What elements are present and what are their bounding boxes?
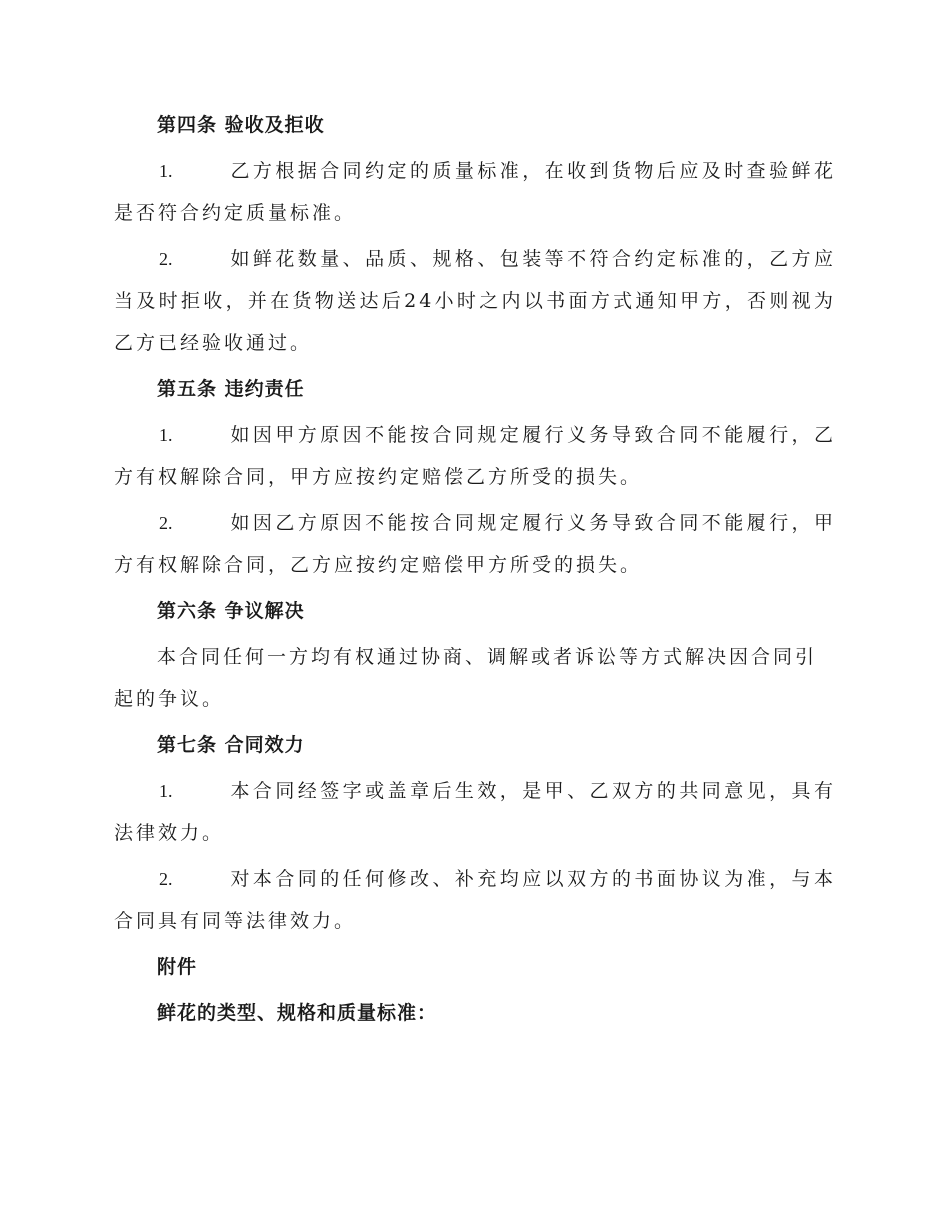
item-number: 1.: [159, 425, 173, 445]
appendix-heading: 附件: [157, 956, 198, 978]
item-number: 1.: [159, 781, 173, 801]
item-number: 2.: [159, 869, 173, 889]
item-number: 2.: [159, 513, 173, 533]
article-4-item-2: [114, 238, 836, 364]
article-7-item-2: [114, 858, 836, 942]
appendix-subtitle: 鲜花的类型、规格和质量标准：: [157, 1002, 438, 1024]
item-text: 如因甲方原因不能按合同规定履行义务导致合同不能履行，乙方有权解除合同，甲方应按约定赔偿乙方所受的损失。: [114, 424, 836, 488]
article-7-item-1: [114, 770, 836, 854]
article-6-text: 本合同任何一方均有权通过协商、调解或者诉讼等方式解决因合同引起的争议。: [114, 646, 818, 710]
article-4-item-1: [114, 150, 836, 234]
item-number: 1.: [159, 161, 173, 181]
item-number: 2.: [159, 249, 173, 269]
document-page: [114, 104, 836, 1034]
article-5-item-2: [114, 502, 836, 586]
item-text: 乙方根据合同约定的质量标准，在收到货物后应及时查验鲜花是否符合约定质量标准。: [114, 160, 836, 224]
article-5-heading: 第五条 违约责任: [157, 378, 305, 400]
item-text: 本合同经签字或盖章后生效，是甲、乙双方的共同意见，具有法律效力。: [114, 780, 836, 844]
item-text: 如因乙方原因不能按合同规定履行义务导致合同不能履行，甲方有权解除合同，乙方应按约定赔偿甲方所受的损失。: [114, 512, 836, 576]
article-6-heading: 第六条 争议解决: [157, 600, 305, 622]
item-text: 对本合同的任何修改、补充均应以双方的书面协议为准，与本合同具有同等法律效力。: [114, 868, 836, 932]
article-7-heading: 第七条 合同效力: [157, 734, 305, 756]
item-text: 如鲜花数量、品质、规格、包装等不符合约定标准的，乙方应当及时拒收，并在货物送达后24小时之内以书面方式通知甲方，否则视为乙方已经验收通过。: [114, 248, 836, 354]
article-5-item-1: [114, 414, 836, 498]
article-4-heading: 第四条 验收及拒收: [157, 114, 325, 136]
